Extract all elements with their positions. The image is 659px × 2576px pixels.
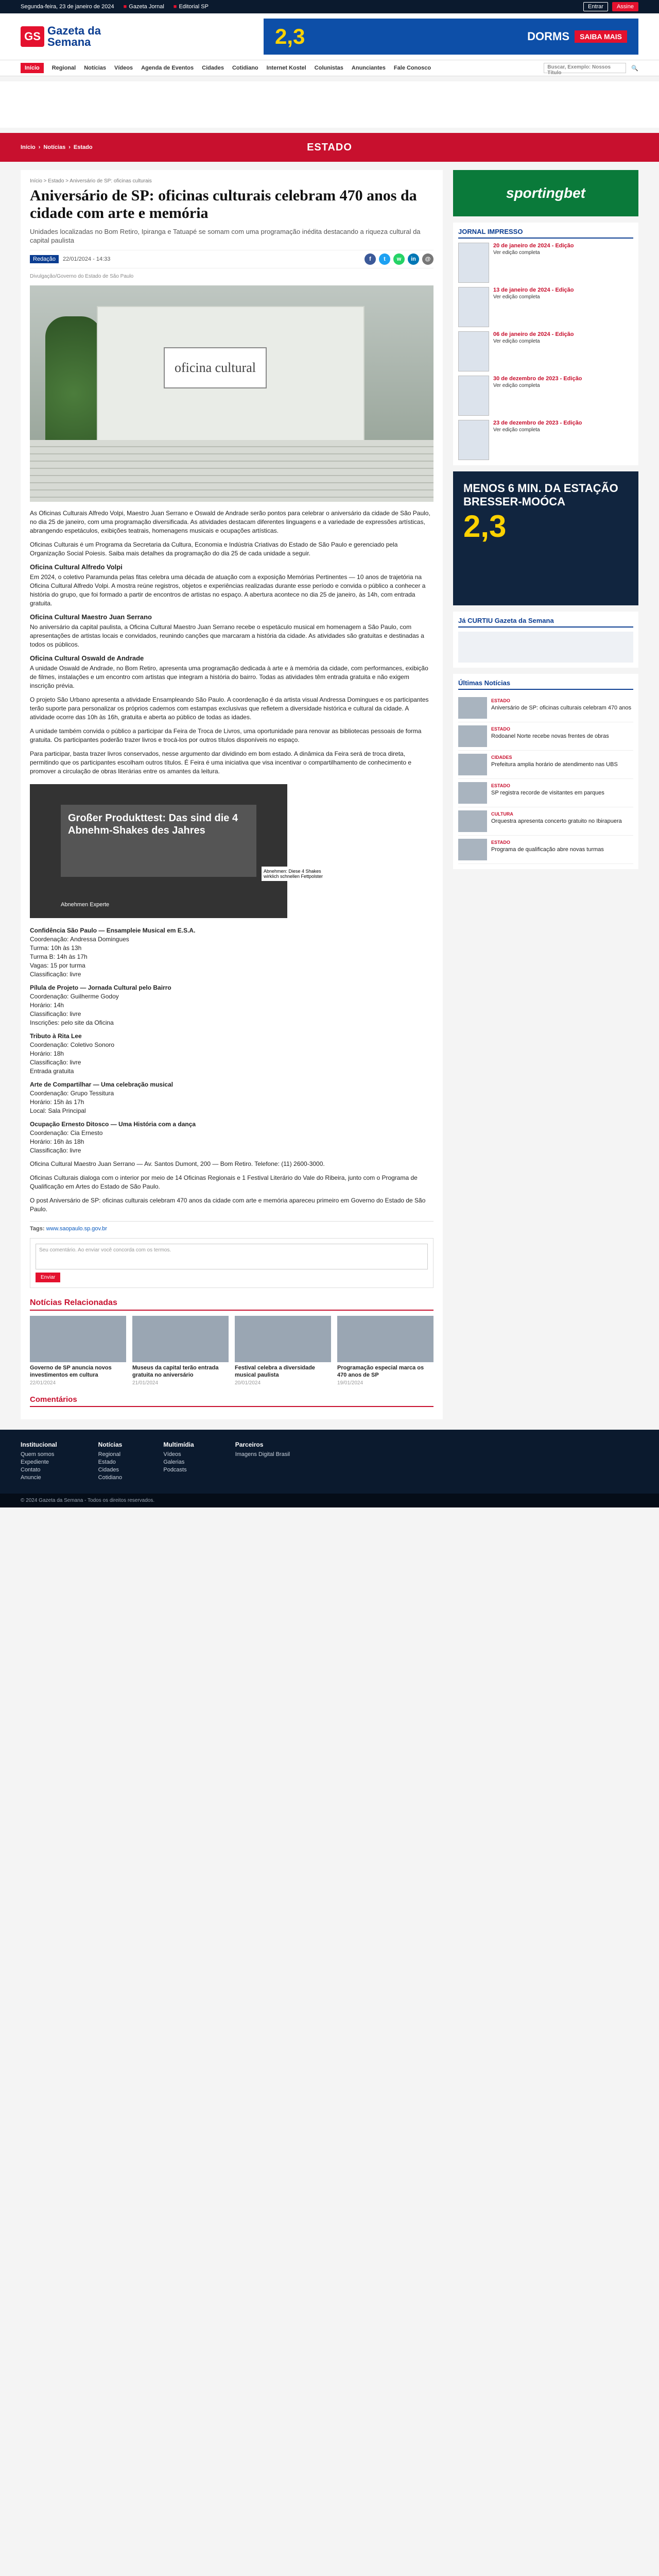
crumb-noticias[interactable]: Notícias <box>43 144 66 150</box>
brand-row <box>0 13 659 60</box>
video-ad-headline: Großer Produkttest: Das sind die 4 Abnehm-Shakes des Jahres <box>61 805 256 877</box>
schedule-line: Turma B: 14h às 17h <box>30 953 88 960</box>
latest-cat: ESTADO <box>491 840 510 845</box>
jornal-label: 30 de dezembro de 2023 - Edição <box>493 376 582 382</box>
schedule-title-2: Pílula de Projeto — Jornada Cultural pelo Bairro <box>30 984 171 991</box>
related-card-title: Museus da capital terão entrada gratuita no aniversário <box>132 1365 219 1378</box>
steps-shape <box>30 440 433 502</box>
related-card-date: 19/01/2024 <box>337 1380 363 1386</box>
top-bar <box>0 0 659 13</box>
related-card-date: 21/01/2024 <box>132 1380 159 1386</box>
jornal-cover <box>458 243 489 283</box>
jornal-cover <box>458 376 489 416</box>
nav-item-internet[interactable]: Internet Kostel <box>266 65 306 71</box>
content-wrap <box>21 162 638 1419</box>
section-title-oswald: Oficina Cultural Oswald de Andrade <box>30 654 144 662</box>
section-title: ESTADO <box>307 141 352 153</box>
login-button[interactable]: Entrar <box>583 2 608 11</box>
sidebar-ad-number: 2,3 <box>463 509 507 544</box>
footer-link[interactable]: Podcasts <box>163 1467 187 1473</box>
search-input[interactable]: Buscar, Exemplo: Nossos Título <box>544 63 626 73</box>
related-thumb <box>30 1316 126 1362</box>
site-footer <box>0 1430 659 1494</box>
ad-number: 2,3 <box>275 24 305 48</box>
related-card-title: Festival celebra a diversidade musical paulista <box>235 1365 315 1378</box>
schedule-line: Classificação: livre <box>30 1147 81 1154</box>
paragraph-more-2: A unidade também convida o público a participar da Feira de Troca de Livros, uma oportunidade para renovar as bibliotecas pessoais de forma gratuita. Os participantes poderão trazer livros e trocá-los por outros títulos disponíveis no espaço. <box>30 727 422 743</box>
jornal-item[interactable] <box>458 243 633 283</box>
latest-thumb <box>458 725 487 747</box>
latest-cat: CIDADES <box>491 755 512 760</box>
footer-link[interactable]: Regional <box>98 1451 121 1458</box>
schedule-line: Coordenação: Andressa Domingues <box>30 936 129 943</box>
video-ad[interactable] <box>30 784 323 918</box>
latest-item[interactable] <box>458 779 633 807</box>
nav-item-agenda[interactable]: Agenda de Eventos <box>141 65 194 71</box>
sidebar-ad-realestate[interactable] <box>453 471 638 605</box>
schedule-line: Local: Sala Principal <box>30 1107 86 1114</box>
breadcrumb: Início › Notícias › Estado <box>21 144 93 150</box>
footer-link[interactable]: Cotidiano <box>98 1475 123 1481</box>
hero-image <box>30 285 433 502</box>
footer-link[interactable]: Expediente <box>21 1459 49 1465</box>
schedule-line: Horário: 14h <box>30 1002 64 1009</box>
ad-cta[interactable]: SAIBA MAIS <box>575 30 627 43</box>
section-text-volpi: Em 2024, o coletivo Paramunda pelas fitas celebra uma década de atuação com a exposição Memórias Pertinentes — 10 anos de trajetória na Oficina Cultural Alfredo Volpi. A mostra reúne registros, objetos e experiências realizadas durante esse período e convida o público a conhecer a história do grupo, que foi formado a partir de encontros de artistas no espaço. A abertura acontece no dia 25 de janeiro, às 14h, com entrada gratuita. <box>30 573 426 607</box>
search-icon[interactable]: 🔍 <box>631 65 638 72</box>
latest-item[interactable] <box>458 836 633 864</box>
latest-item[interactable] <box>458 807 633 836</box>
footer-col <box>163 1441 194 1482</box>
latest-cat: ESTADO <box>491 726 510 732</box>
latest-thumb <box>458 782 487 804</box>
section-text-oswald: A unidade Oswald de Andrade, no Bom Retiro, apresenta uma programação dedicada à arte e à memória da cidade, com performances, exibição de filmes, instalações e um encontro com artistas que integram a história do bairro. Todas as atividades têm entrada gratuita e não exigem inscrição prévia. <box>30 665 428 689</box>
author-badge: Redação <box>30 255 59 263</box>
latest-title: Orquestra apresenta concerto gratuito no Ibirapuera <box>491 818 622 824</box>
article-subtitle: Unidades localizadas no Bom Retiro, Ipiranga e Tatuapé se somam com uma programação inédita destacando a riqueza cultural da capital paulista <box>30 228 421 244</box>
schedule-line: Coordenação: Grupo Tessitura <box>30 1090 114 1097</box>
jornal-item[interactable] <box>458 287 633 327</box>
latest-thumb <box>458 697 487 719</box>
tags <box>30 1221 433 1232</box>
sidebar-ad-sportingbet[interactable]: sportingbet <box>453 170 638 216</box>
jornal-label: 13 de janeiro de 2024 - Edição <box>493 287 574 293</box>
related-card[interactable] <box>30 1316 126 1386</box>
related-thumb <box>235 1316 331 1362</box>
related-thumb <box>132 1316 229 1362</box>
related-card-title: Governo de SP anuncia novos investimentos em cultura <box>30 1365 112 1378</box>
latest-item[interactable] <box>458 722 633 751</box>
schedule-title-4: Arte de Compartilhar — Uma celebração musical <box>30 1081 174 1088</box>
comment-textarea[interactable]: Seu comentário. Ao enviar você concorda com os termos. <box>36 1244 428 1269</box>
latest-title: Prefeitura amplia horário de atendimento nas UBS <box>491 761 618 768</box>
footer-col-title: Multimídia <box>163 1441 194 1448</box>
latest-title: Programa de qualificação abre novas turmas <box>491 846 604 853</box>
schedule-title-5: Ocupação Ernesto Ditosco — Uma História com a dança <box>30 1121 196 1128</box>
curtiu-title: Já CURTIU Gazeta da Semana <box>458 617 633 628</box>
jornal-label: 23 de dezembro de 2023 - Edição <box>493 420 582 426</box>
closing-1: Oficina Cultural Maestro Juan Serrano — Av. Santos Dumont, 200 — Bom Retiro. Telefone: (11) 2600-3000. <box>30 1160 325 1167</box>
jornal-item[interactable] <box>458 331 633 371</box>
logo-name-line2: Semana <box>47 36 91 48</box>
related-card-date: 20/01/2024 <box>235 1380 261 1386</box>
schedule-line: Horário: 15h às 17h <box>30 1098 84 1106</box>
footer-col-title: Institucional <box>21 1441 57 1448</box>
nav-item-regional[interactable]: Regional <box>51 65 76 71</box>
twitter-icon[interactable]: t <box>379 253 390 265</box>
hero-sign: oficina cultural <box>164 347 267 388</box>
nav-item-contato[interactable]: Fale Conosco <box>393 65 431 71</box>
top-link-2[interactable]: ■ Editorial SP <box>173 4 209 10</box>
latest-title: SP registra recorde de visitantes em parques <box>491 790 604 796</box>
related-card-title: Programação especial marca os 470 anos de SP <box>337 1365 424 1378</box>
latest-news <box>453 674 638 869</box>
comments-title: Comentários <box>30 1395 433 1407</box>
top-banner-ad[interactable] <box>264 19 638 55</box>
subscribe-button[interactable]: Assine <box>612 2 638 11</box>
article-breadcrumb: Início > Estado > Aniversário de SP: oficinas culturais <box>30 178 152 184</box>
nav-item-videos[interactable]: Vídeos <box>114 65 133 71</box>
jornal-item[interactable] <box>458 376 633 416</box>
jornal-sub: Ver edição completa <box>493 294 540 300</box>
footer-link[interactable]: Estado <box>98 1459 116 1465</box>
sidebar <box>453 170 638 1419</box>
section-header <box>0 133 659 162</box>
nav-item-cotidiano[interactable]: Cotidiano <box>232 65 258 71</box>
paragraph-1: As Oficinas Culturais Alfredo Volpi, Maestro Juan Serrano e Oswald de Andrade serão pontos para celebrar o aniversário da cidade de São Paulo, no dia 25 de janeiro, com uma programação diversificada. As atividades destacam diferentes linguagens e a variedade de expressões artísticas, abrangendo espetáculos, exibições teatrais, homenagens musicais e ocupações artísticas. <box>30 510 430 534</box>
main-nav <box>0 60 659 76</box>
schedule-line: Entrada gratuita <box>30 1067 74 1075</box>
latest-title: Aniversário de SP: oficinas culturais celebram 470 anos <box>491 705 632 711</box>
footer-link[interactable]: Quem somos <box>21 1451 55 1458</box>
schedule-line: Horário: 18h <box>30 1050 64 1057</box>
schedule-line: Classificação: livre <box>30 1059 81 1066</box>
copyright: © 2024 Gazeta da Semana - Todos os direitos reservados. <box>0 1494 659 1507</box>
footer-link[interactable]: Anuncie <box>21 1475 41 1481</box>
related-card-date: 22/01/2024 <box>30 1380 56 1386</box>
jornal-sub: Ver edição completa <box>493 383 540 388</box>
jornal-title: JORNAL IMPRESSO <box>458 228 633 239</box>
article <box>21 170 443 1419</box>
logo-name-line1: Gazeta da <box>47 24 101 37</box>
footer-link[interactable]: Vídeos <box>163 1451 181 1458</box>
nav-item-cidades[interactable]: Cidades <box>202 65 224 71</box>
latest-item[interactable] <box>458 694 633 722</box>
linkedin-icon[interactable]: in <box>408 253 419 265</box>
footer-col-title: Parceiros <box>235 1441 264 1448</box>
jornal-sub: Ver edição completa <box>493 250 540 256</box>
ultimas-title: Últimas Notícias <box>458 679 633 690</box>
social-box <box>453 612 638 668</box>
latest-thumb <box>458 839 487 860</box>
related-title: Notícias Relacionadas <box>30 1298 433 1311</box>
comment-submit-button[interactable]: Enviar <box>36 1273 60 1282</box>
nav-item-colunistas[interactable]: Colunistas <box>314 65 343 71</box>
jornal-cover <box>458 420 489 460</box>
related-card[interactable] <box>235 1316 331 1386</box>
article-title: Aniversário de SP: oficinas culturais celebram 470 anos da cidade com arte e memória <box>30 187 417 222</box>
schedule-title-1: Confidência São Paulo — Ensampleie Musical em E.S.A. <box>30 927 196 934</box>
schedule-line: Turma: 10h às 13h <box>30 944 82 952</box>
schedule-line: Vagas: 15 por turma <box>30 962 85 969</box>
closing-3[interactable]: O post Aniversário de SP: oficinas culturais celebram 470 anos da cidade com arte e memória apareceu primeiro em Governo do Estado de São Paulo. <box>30 1197 426 1213</box>
section-text-serrano: No aniversário da capital paulista, a Oficina Cultural Maestro Juan Serrano recebe o espetáculo musical em homenagem a São Paulo, com apresentações de artistas locais e convidados, reunindo canções que marcaram a história da cidade. As atividades são gratuitas e destinadas a todos os públicos. <box>30 623 424 648</box>
latest-title: Rodoanel Norte recebe novas frentes de obras <box>491 733 609 739</box>
related-thumb <box>337 1316 433 1362</box>
related-card[interactable] <box>337 1316 433 1386</box>
publish-date: 22/01/2024 - 14:33 <box>63 256 111 262</box>
closing-2: Oficinas Culturais dialoga com o interior por meio de 14 Oficinas Regionais e 1 Festival Literário do Vale do Ribeira, junto com o Programa de Qualificação em Artes do Estado de São Paulo. <box>30 1174 418 1190</box>
footer-link[interactable]: Contato <box>21 1467 41 1473</box>
schedule-title-3: Tributo à Rita Lee <box>30 1032 82 1040</box>
latest-thumb <box>458 810 487 832</box>
comment-form <box>30 1238 433 1288</box>
latest-item[interactable] <box>458 751 633 779</box>
jornal-sub: Ver edição completa <box>493 427 540 433</box>
tags-label: Tags: <box>30 1226 45 1232</box>
video-ad-sponsor: Abnehmen Experte <box>61 902 110 908</box>
schedule-line: Inscrições: pelo site da Oficina <box>30 1019 114 1026</box>
schedule-line: Coordenação: Coletivo Sonoro <box>30 1041 115 1048</box>
whatsapp-icon[interactable]: w <box>393 253 405 265</box>
jornal-sub: Ver edição completa <box>493 338 540 344</box>
facebook-icon[interactable]: f <box>365 253 376 265</box>
footer-col <box>235 1441 290 1482</box>
schedule-line: Coordenação: Guilherme Godoy <box>30 993 119 1000</box>
site-logo[interactable] <box>21 25 101 48</box>
article-meta <box>30 250 433 268</box>
share-bar <box>365 253 433 265</box>
latest-cat: CULTURA <box>491 811 513 817</box>
schedule-line: Horário: 16h às 18h <box>30 1138 84 1145</box>
paragraph-2: Oficinas Culturais é um Programa da Secretaria da Cultura, Economia e Indústria Criativas do Estado de São Paulo e gerenciado pela Organização Social Poiesis. Saiba mais detalhes da programação do dia 25 de cada unidade a seguir. <box>30 541 398 557</box>
ad-text: DORMS <box>527 30 570 43</box>
section-title-serrano: Oficina Cultural Maestro Juan Serrano <box>30 613 152 621</box>
footer-link[interactable]: Imagens Digital Brasil <box>235 1451 290 1458</box>
schedule-block <box>30 926 433 1155</box>
schedule-line: Coordenação: Cia Ernesto <box>30 1129 103 1137</box>
paragraph-more-1: O projeto São Urbano apresenta a atividade Ensampleando São Paulo. A coordenação é da artista visual Andressa Domingues e os participantes terão suporte para personalizar os próprios cadernos com estampas exclusivas que refletem a diversidade histórica e cultural da cidade. A atividade ocorre das 10h às 16h, gratuita e aberta ao público de todas as idades. <box>30 696 429 721</box>
nav-item-noticias[interactable]: Notícias <box>84 65 106 71</box>
crumb-inicio[interactable]: Início <box>21 144 36 150</box>
video-ad-side: Abnehmen: Diese 4 Shakes wirklich schnellen Fettpolster <box>262 867 334 881</box>
section-title-volpi: Oficina Cultural Alfredo Volpi <box>30 563 123 571</box>
latest-thumb <box>458 754 487 775</box>
schedule-line: Classificação: livre <box>30 971 81 978</box>
related-card[interactable] <box>132 1316 229 1386</box>
footer-col <box>98 1441 123 1482</box>
latest-cat: ESTADO <box>491 698 510 703</box>
current-date: Segunda-feira, 23 de janeiro de 2024 <box>21 4 114 10</box>
footer-col-title: Notícias <box>98 1441 123 1448</box>
image-caption: Divulgação/Governo do Estado de São Paulo <box>30 274 134 279</box>
jornal-item[interactable] <box>458 420 633 460</box>
crumb-estado[interactable]: Estado <box>73 144 93 150</box>
footer-link[interactable]: Cidades <box>98 1467 119 1473</box>
nav-item-anunciantes[interactable]: Anunciantes <box>351 65 386 71</box>
footer-link[interactable]: Galerias <box>163 1459 185 1465</box>
email-icon[interactable]: @ <box>422 253 433 265</box>
jornal-label: 20 de janeiro de 2024 - Edição <box>493 243 574 249</box>
ad-band <box>0 81 659 128</box>
top-link-1[interactable]: ■ Gazeta Jornal <box>123 4 164 10</box>
paragraph-more-3: Para participar, basta trazer livros conservados, nesse argumento dar dividindo em bom estado. A dinâmica da Feira será de troca direta, permitindo que os participantes escolham outros títulos. É Feira é uma iniciativa que visa incentivar o compartilhamento de conhecimento e promover a circulação de obras literárias entre os amantes da leitura. <box>30 750 412 775</box>
facebook-widget[interactable] <box>458 632 633 663</box>
jornal-label: 06 de janeiro de 2024 - Edição <box>493 331 574 337</box>
sidebar-ad-text: MENOS 6 MIN. DA ESTAÇÃO BRESSER-MOÓCA <box>463 482 618 508</box>
jornal-cover <box>458 287 489 327</box>
related-news <box>30 1298 433 1386</box>
schedule-line: Classificação: livre <box>30 1010 81 1018</box>
jornal-cover <box>458 331 489 371</box>
logo-mark: GS <box>21 26 44 47</box>
jornal-impresso <box>453 223 638 465</box>
latest-cat: ESTADO <box>491 783 510 788</box>
tag-link[interactable]: www.saopaulo.sp.gov.br <box>46 1226 108 1232</box>
nav-home[interactable]: Início <box>21 63 44 73</box>
footer-col <box>21 1441 57 1482</box>
